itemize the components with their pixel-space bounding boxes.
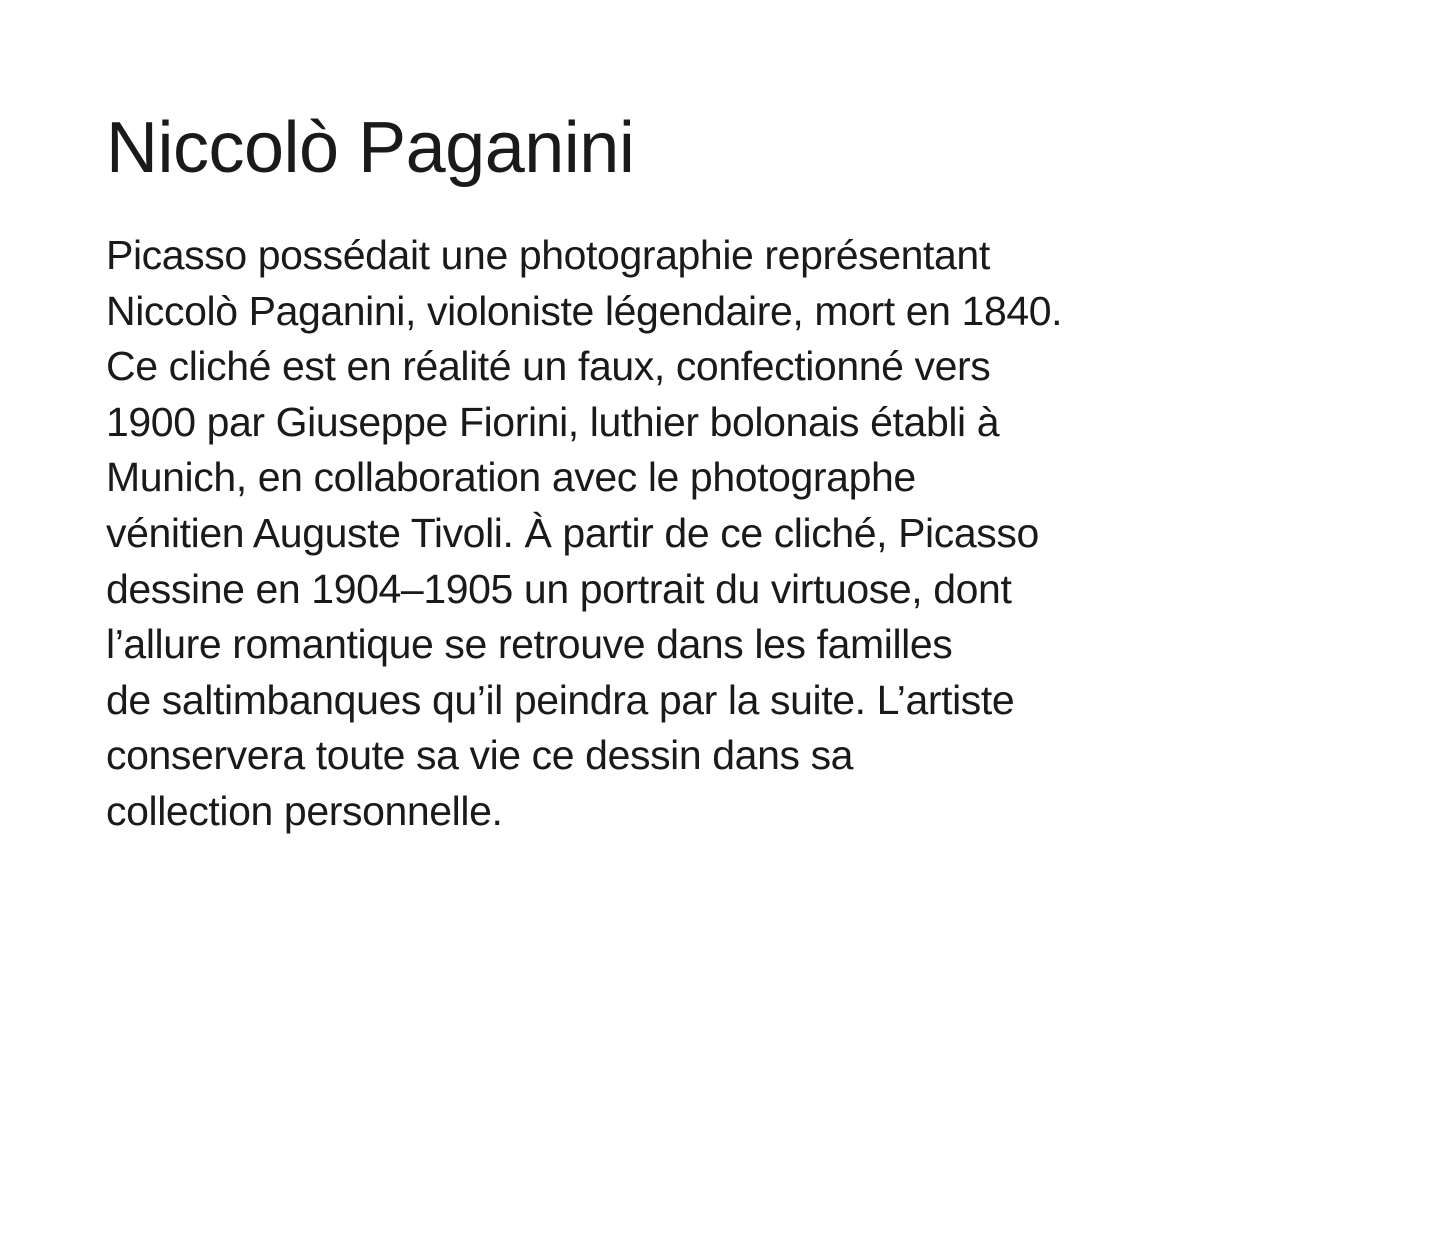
- body-line: Niccolò Paganini, violoniste légendaire, mort en 1840.: [106, 287, 1063, 334]
- body-line: vénitien Auguste Tivoli. À partir de ce cliché, Picasso: [106, 509, 1039, 556]
- body-line: Ce cliché est en réalité un faux, confectionné vers: [106, 343, 991, 390]
- body-line: Munich, en collaboration avec le photographe: [106, 454, 916, 501]
- body-line: Picasso possédait une photographie représentant: [106, 232, 990, 278]
- body-line: 1900 par Giuseppe Fiorini, luthier bolonais établi à: [106, 398, 1000, 445]
- label-title: Niccolò Paganini: [106, 108, 635, 188]
- body-line: collection personnelle.: [106, 787, 503, 834]
- label-body: [106, 228, 1356, 840]
- body-line: de saltimbanques qu’il peindra par la suite. L’artiste: [106, 676, 1015, 723]
- body-line: conservera toute sa vie ce dessin dans sa: [106, 732, 854, 779]
- body-line: l’allure romantique se retrouve dans les familles: [106, 621, 953, 668]
- museum-label: [106, 104, 1356, 840]
- body-line: dessine en 1904–1905 un portrait du virtuose, dont: [106, 565, 1012, 612]
